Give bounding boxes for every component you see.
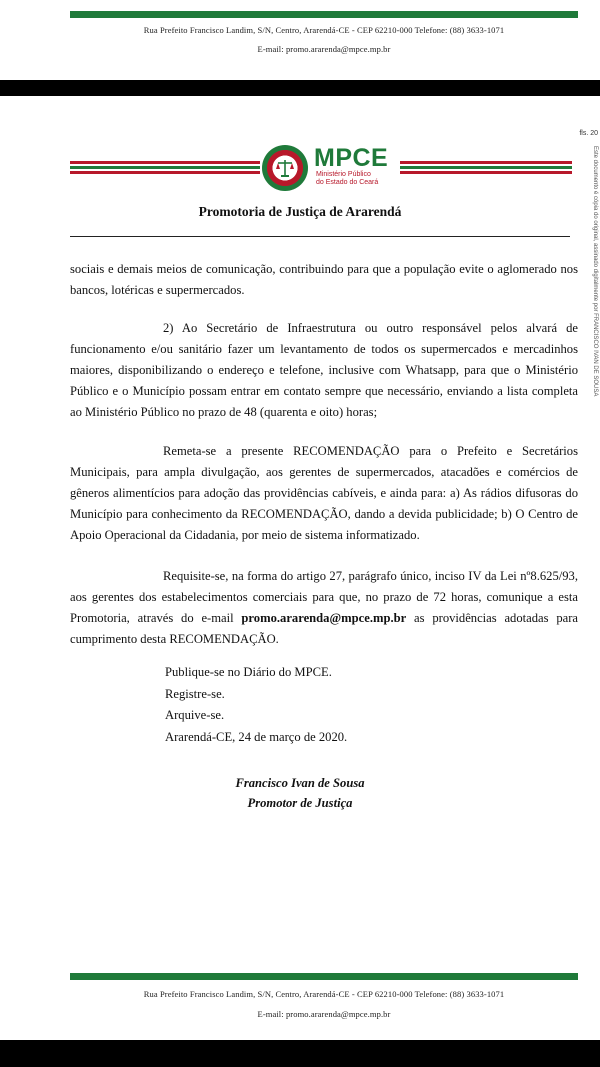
- logo-subtitle: Ministério Público do Estado do Ceará: [316, 171, 379, 186]
- side-annotation-text: Este documento é cópia do original, assinado digitalmente por FRANCISCO IVAN DE SOUSA: [592, 146, 598, 397]
- signature-block: [0, 773, 600, 813]
- footer-green-bar-bottom: [70, 973, 578, 980]
- footer-address: Rua Prefeito Francisco Landim, S/N, Centro, Ararendá-CE - CEP 62210-000 Telefone: (88) 3633-1071: [143, 25, 505, 35]
- closing-place-date: Ararendá-CE, 24 de março de 2020.: [165, 729, 348, 744]
- header-rule: [70, 236, 570, 237]
- paragraph-4: Requisite-se, na forma do artigo 27, parágrafo único, inciso IV da Lei nº8.625/93, aos gerentes dos estabelecimentos comerciais para que, no prazo de 72 horas, comunique a esta Promotoria, através do e-mail promo.ararenda@mpce.mp.br as providências adotadas para cumprimento desta RECOMENDAÇÃO.: [70, 569, 578, 646]
- footer-address-bottom: Rua Prefeito Francisco Landim, S/N, Centro, Ararendá-CE - CEP 62210-000 Telefone: (88) 3633-1071: [143, 989, 505, 999]
- logo-wordmark: MPCE: [314, 144, 389, 172]
- closing-register: Registre-se.: [165, 686, 225, 701]
- mpce-logo: [262, 145, 402, 191]
- paragraph-1: sociais e demais meios de comunicação, contribuindo para que a população evite o aglomerado nos bancos, lotéricas e supermercados.: [70, 262, 578, 297]
- paragraph-2: 2) Ao Secretário de Infraestrutura ou outro responsável pelos alvará de funcionamento e/ou sanitário fazer um levantamento de todos os supermercados e mercadinhos maiores, disponibilizando o endereço e telefone, inclusive com Whatsapp, para que o Ministério Público e o Município possam entrar em contato sempre que necessário, enviando a lista completa ao Ministério Público no prazo de 48 (quarenta e oito) horas;: [70, 321, 578, 419]
- scales-of-justice-icon: [262, 145, 308, 191]
- side-annotation: [591, 146, 599, 1036]
- footer-email: E-mail: promo.ararenda@mpce.mp.br: [257, 44, 391, 54]
- paragraph-3: Remeta-se a presente RECOMENDAÇÃO para o Prefeito e Secretários Municipais, para ampla divulgação, aos gerentes de supermercados, atacadões e comércios de gêneros alimentícios para adoção das providências cabíveis, e ainda para: a) As rádios difusoras do Município para conhecimento da RECOMENDAÇÃO, dando a devida publicidade; b) O Centro de Apoio Operacional da Cidadania, por meio de sistema informatizado.: [70, 444, 578, 542]
- document-page: [0, 96, 600, 1040]
- closing-archive: Arquive-se.: [165, 708, 225, 722]
- promotoria-email: promo.ararenda@mpce.mp.br: [241, 611, 407, 625]
- page-marker: fls. 20: [579, 130, 598, 137]
- header-stripes-left: [70, 161, 260, 174]
- closing-block: [165, 662, 347, 748]
- signature-title: Promotor de Justiça: [247, 796, 353, 810]
- header-stripes-right: [400, 161, 572, 174]
- footer-green-bar: [70, 11, 578, 18]
- signature-name: Francisco Ivan de Sousa: [235, 776, 365, 790]
- office-title: Promotoria de Justiça de Ararendá: [198, 204, 402, 219]
- footer-email-bottom: E-mail: promo.ararenda@mpce.mp.br: [257, 1009, 391, 1019]
- previous-page-footer: [0, 0, 600, 80]
- closing-publish: Publique-se no Diário do MPCE.: [165, 665, 332, 679]
